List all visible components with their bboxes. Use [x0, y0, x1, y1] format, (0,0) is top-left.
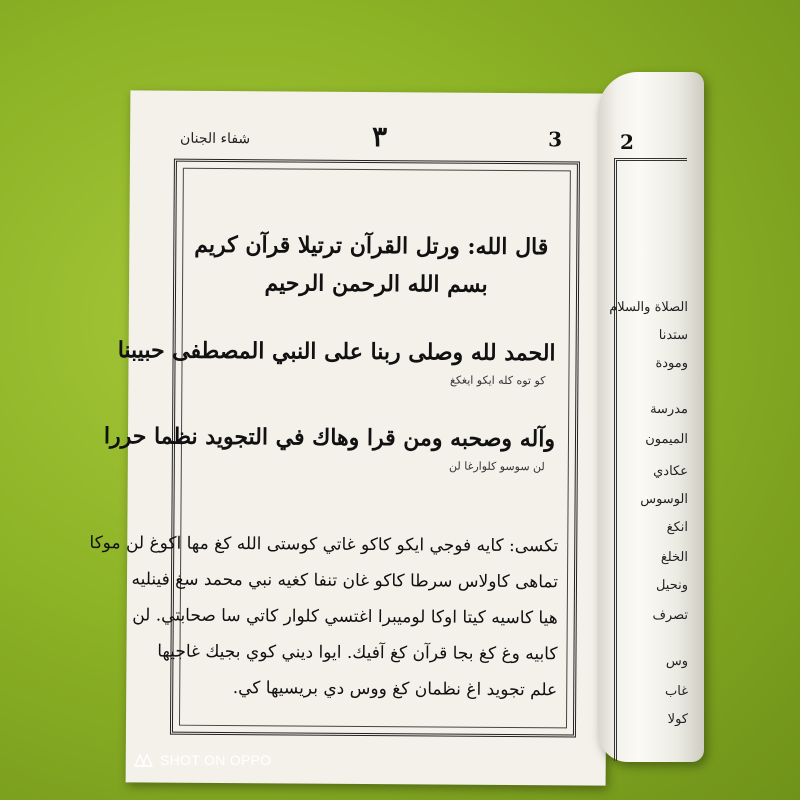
book-page: [89, 90, 611, 785]
poem-verse-1: الحمد لله وصلى ربنا على النبي المصطفى حبيبنا: [117, 337, 556, 367]
rolled-line: الميمون: [645, 432, 688, 447]
page-header-title: شفاء الجنان: [180, 130, 251, 148]
watermark-text: SHOT ON OPPO: [160, 752, 272, 768]
page-number-arabic: ٣: [371, 120, 388, 154]
rolled-line: غاب: [665, 684, 688, 699]
rolled-line: تصرف: [652, 608, 688, 623]
basmala-line: بسم الله الرحمن الرحيم: [264, 270, 488, 298]
camera-logo-icon: [134, 753, 154, 767]
paragraph-line-5: علم تجويد اغ نظمان كغ ووس دي بريسيها كي.: [232, 678, 558, 701]
rolled-line: مدرسة: [650, 402, 688, 417]
page-number-latin: 3: [548, 127, 563, 152]
paragraph-line-4: كابيه وغ كغ بجا قرآن كغ آفيك. ايوا ديني كوي بجيك غاجيها: [157, 641, 558, 665]
rolled-page: [598, 72, 704, 762]
poem-verse-2-gloss: لن سوسو كلوارغا لن: [448, 459, 545, 474]
rolled-line: الوسوس: [640, 492, 688, 507]
rolled-line: عكادي: [653, 464, 688, 479]
rolled-line: ونحيل: [655, 578, 688, 593]
rolled-page-frame: [609, 158, 688, 761]
page-border-frame: [89, 159, 580, 738]
paragraph-line-2: تماهى كاولاس سرطا كاكو غان تنفا كغيه نبي محمد سغ فينليه: [131, 569, 559, 593]
rolled-line: انكغ: [666, 520, 688, 535]
poem-verse-2: وآله وصحبه ومن قرا وهاك في التجويد نظما حررا: [103, 423, 556, 453]
quran-verse-line: قال الله: ورتل القرآن ترتيلا قرآن كريم: [194, 231, 549, 261]
rolled-line: ستدنا: [658, 328, 688, 343]
paragraph-line-3: هيا كاسيه كيتا اوكا لوميبرا اغتسي كلوار كاتي سا صحابتي. لن: [132, 605, 558, 629]
rolled-line: الخلغ: [660, 550, 688, 565]
poem-verse-1-gloss: كو توه كله ايكو ايغكغ: [449, 373, 546, 388]
rolled-line: الصلاة والسلام: [609, 300, 688, 315]
paragraph-line-1: تكسى: كايه فوجي ايكو كاكو غاتي كوستى الله كغ مها اكوغ لن موكا: [89, 533, 559, 557]
rolled-page-number: 2: [620, 130, 634, 154]
rolled-line: وس: [665, 654, 688, 669]
rolled-line: كولا: [667, 712, 688, 727]
rolled-line: ومودة: [655, 356, 688, 371]
camera-watermark: [134, 752, 271, 768]
